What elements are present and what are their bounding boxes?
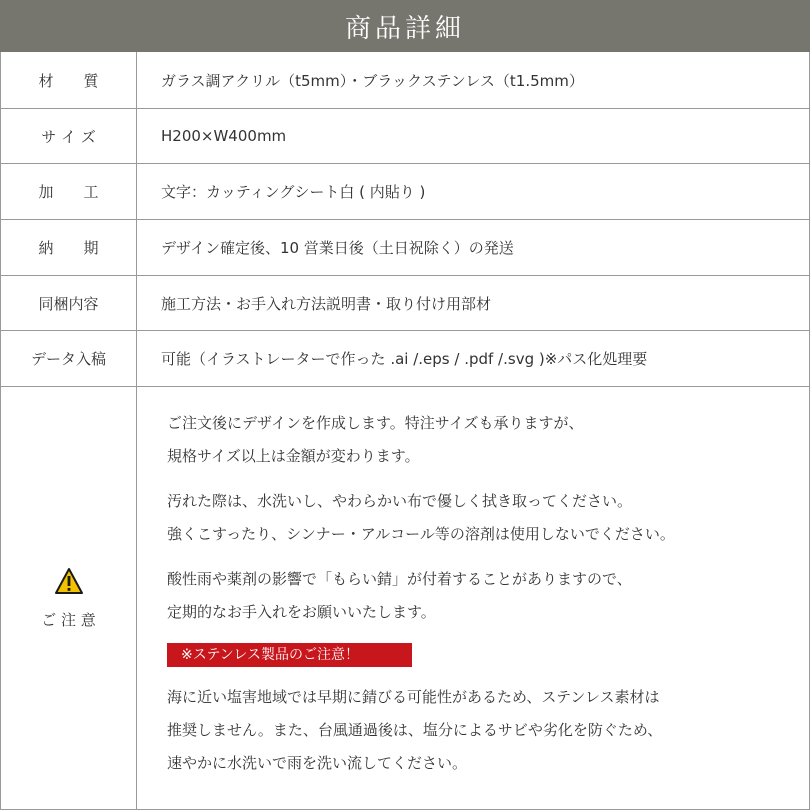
table-row-delivery bbox=[1, 220, 809, 276]
notes-content bbox=[137, 387, 809, 809]
table-row-processing bbox=[1, 164, 809, 220]
table-row-size bbox=[1, 109, 809, 164]
product-details-table bbox=[0, 52, 810, 810]
note-line: 速やかに水洗いで雨を洗い流してください。 bbox=[167, 754, 468, 772]
notes-label: ご 注 意 bbox=[41, 610, 96, 629]
table-row-contents bbox=[1, 276, 809, 331]
note-line: 強くこすったり、シンナー・アルコール等の溶剤は使用しないでください。 bbox=[167, 525, 675, 543]
note-line: 規格サイズ以上は金額が変わります。 bbox=[167, 447, 420, 465]
row-label: 納 期 bbox=[1, 220, 137, 275]
note-paragraph bbox=[167, 563, 632, 629]
table-row-notes bbox=[1, 387, 809, 810]
note-paragraph bbox=[167, 485, 675, 551]
page-title: 商品詳細 bbox=[344, 13, 465, 44]
row-label: データ入稿 bbox=[1, 331, 137, 386]
stainless-warning-badge: ※ステンレス製品のご注意！ bbox=[167, 643, 412, 667]
note-paragraph bbox=[167, 407, 584, 473]
row-label: 同梱内容 bbox=[1, 276, 137, 330]
row-value: 可能（イラストレーターで作った .ai /.eps / .pdf /.svg )※パス化処理要 bbox=[161, 350, 648, 368]
row-value: デザイン確定後、10 営業日後（土日祝除く）の発送 bbox=[161, 239, 514, 257]
row-value: ガラス調アクリル（t5mm）・ブラックステンレス（t1.5mm） bbox=[161, 71, 584, 90]
table-row-material bbox=[1, 52, 809, 109]
note-paragraph bbox=[167, 681, 662, 780]
row-label: 加 工 bbox=[1, 164, 137, 219]
page-header bbox=[0, 0, 810, 52]
warning-icon bbox=[54, 567, 84, 595]
table-row-data-submission bbox=[1, 331, 809, 387]
note-line: 汚れた際は、水洗いし、やわらかい布で優しく拭き取ってください。 bbox=[167, 492, 633, 510]
note-line: ご注文後にデザインを作成します。特注サイズも承りますが、 bbox=[167, 414, 584, 432]
row-label: 材 質 bbox=[1, 52, 137, 108]
note-line: 推奨しません。また、台風通過後は、塩分によるサビや劣化を防ぐため、 bbox=[167, 721, 663, 739]
row-value: H200×W400mm bbox=[161, 127, 287, 145]
note-line: 海に近い塩害地域では早期に錆びる可能性があるため、ステンレス素材は bbox=[167, 688, 660, 706]
row-value: 施工方法・お手入れ方法説明書・取り付け用部材 bbox=[161, 294, 492, 313]
note-line: 定期的なお手入れをお願いいたします。 bbox=[167, 603, 436, 621]
notes-label-cell bbox=[1, 387, 137, 809]
row-value: 文字：カッティングシート白 ( 内貼り ) bbox=[161, 183, 426, 201]
note-line: 酸性雨や薬剤の影響で「もらい錆」が付着することがありますので、 bbox=[167, 570, 632, 588]
row-label: サ イ ズ bbox=[1, 109, 137, 163]
